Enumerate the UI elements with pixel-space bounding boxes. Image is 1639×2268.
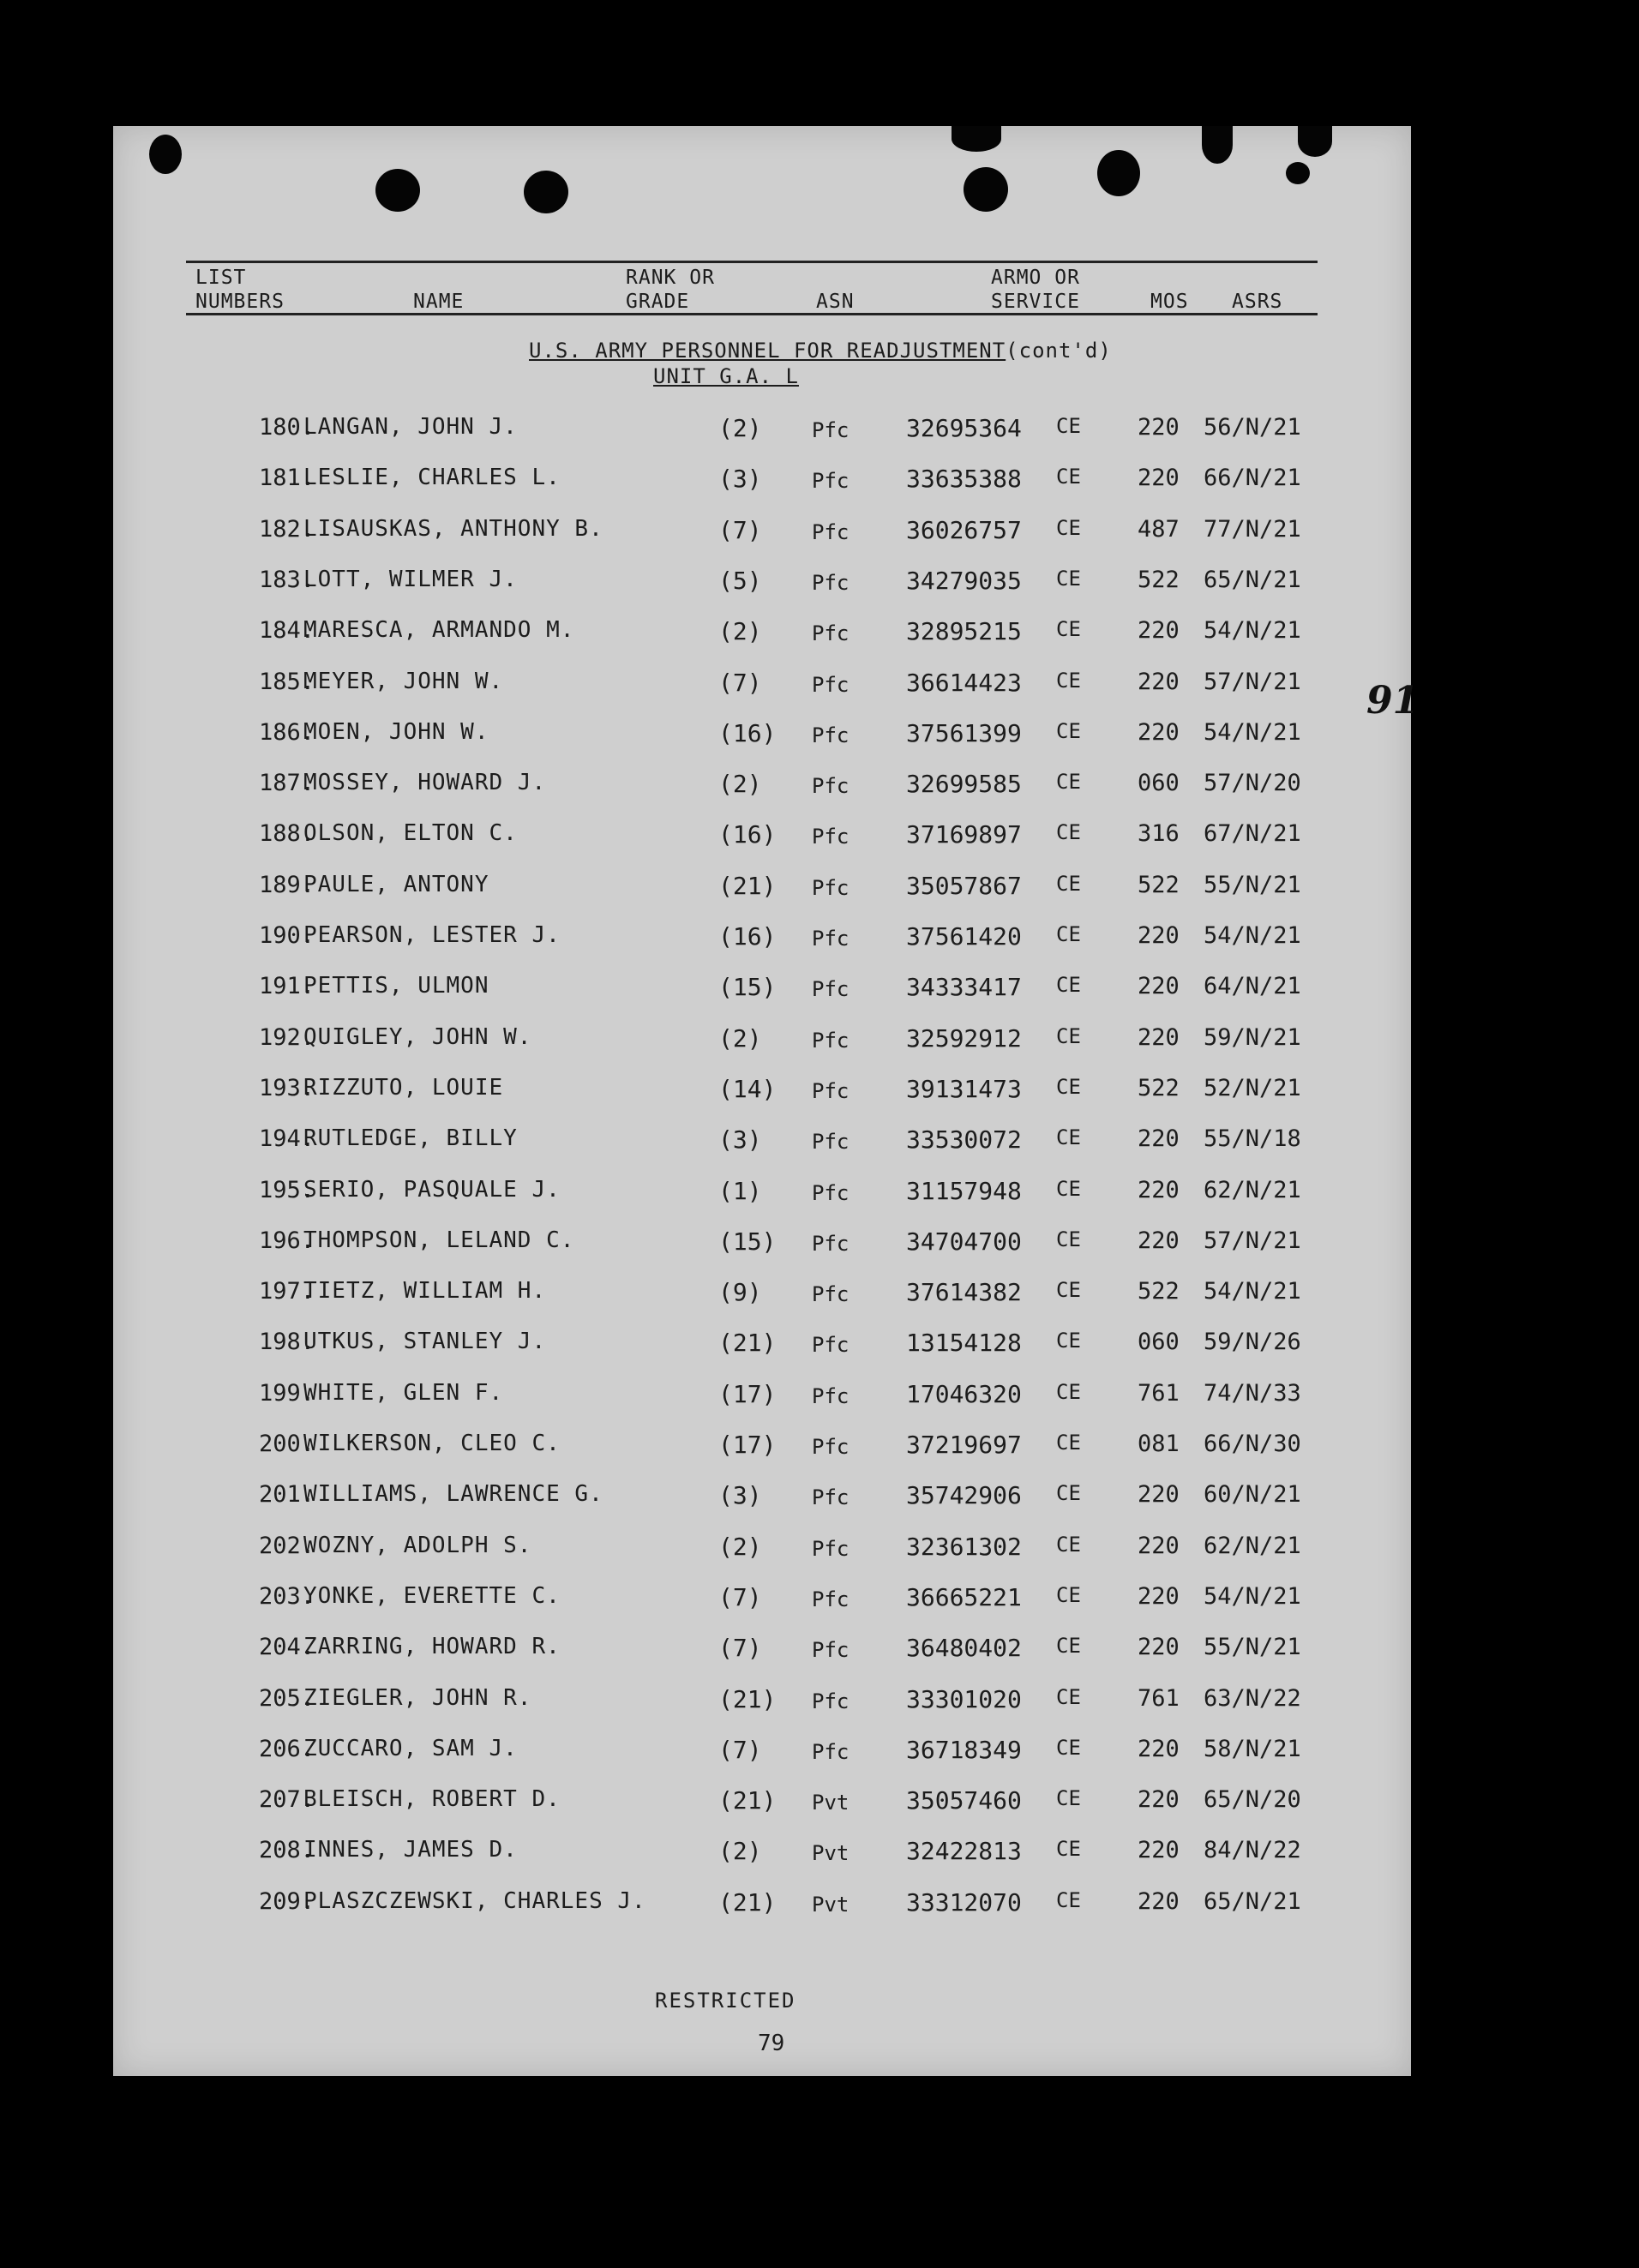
grade: Pfc — [812, 1587, 850, 1611]
rank-code: (2) — [718, 414, 762, 442]
rank-code: (21) — [718, 1887, 777, 1917]
asn: 36665221 — [906, 1582, 1022, 1611]
list-item — [113, 1125, 1411, 1176]
grade: Pvt — [812, 1841, 850, 1866]
mos: 220 — [1138, 1582, 1180, 1610]
mos: 220 — [1138, 1023, 1180, 1051]
header-name: NAME — [413, 291, 465, 313]
asrs: 63/N/22 — [1204, 1684, 1301, 1712]
arm-service: CE — [1056, 1023, 1081, 1048]
rank-code: (21) — [718, 1684, 777, 1713]
asn: 39131473 — [906, 1074, 1022, 1103]
list-item — [113, 770, 1411, 820]
mos: 522 — [1138, 566, 1180, 593]
asrs: 59/N/21 — [1204, 1023, 1301, 1051]
arm-service: CE — [1056, 515, 1081, 540]
arm-service: CE — [1056, 1532, 1081, 1557]
asrs: 65/N/20 — [1204, 1786, 1301, 1814]
list-item — [113, 1024, 1411, 1075]
asrs: 54/N/21 — [1204, 617, 1301, 645]
rank-code: (9) — [718, 1278, 762, 1307]
asrs: 65/N/21 — [1204, 566, 1301, 593]
rank-code: (3) — [718, 1125, 762, 1155]
arm-service: CE — [1056, 1227, 1081, 1251]
soldier-name: MOEN, JOHN W. — [303, 718, 489, 745]
page-subtitle: UNIT G.A. L — [653, 364, 799, 388]
arm-service: CE — [1056, 1582, 1081, 1607]
list-number: 209. — [258, 1887, 315, 1915]
soldier-name: BLEISCH, ROBERT D. — [303, 1786, 561, 1813]
mos: 220 — [1138, 465, 1180, 492]
list-number: 185. — [258, 668, 315, 695]
asn: 34704700 — [906, 1227, 1022, 1256]
title-suffix: (cont'd) — [1006, 339, 1112, 363]
soldier-name: ZARRING, HOWARD R. — [303, 1634, 561, 1660]
page-number: 79 — [758, 2031, 785, 2056]
asn: 34333417 — [906, 973, 1022, 1002]
list-item — [113, 617, 1411, 668]
rank-code: (7) — [718, 668, 762, 697]
punch-hole — [964, 167, 1008, 212]
arm-service: CE — [1056, 566, 1081, 591]
rank-code: (3) — [718, 465, 762, 494]
asn: 32699585 — [906, 770, 1022, 799]
grade: Pfc — [812, 927, 850, 951]
asrs: 54/N/21 — [1204, 1582, 1301, 1610]
side-number: 91 — [1366, 679, 1420, 723]
asrs: 67/N/21 — [1204, 820, 1301, 848]
list-number: 181. — [258, 465, 315, 492]
rank-code: (16) — [718, 820, 777, 849]
arm-service: CE — [1056, 718, 1081, 743]
footer-classification: RESTRICTED — [655, 1989, 796, 2013]
list-number: 187. — [258, 770, 315, 797]
list-number: 193. — [258, 1074, 315, 1101]
grade: Pvt — [812, 1791, 850, 1815]
grade: Pfc — [812, 621, 850, 646]
asrs: 60/N/21 — [1204, 1481, 1301, 1509]
rank-code: (1) — [718, 1176, 762, 1205]
list-number: 199. — [258, 1379, 315, 1407]
header-rank-grade: RANK OR GRADE — [626, 267, 715, 313]
grade: Pfc — [812, 1435, 850, 1459]
soldier-name: WHITE, GLEN F. — [303, 1379, 504, 1406]
asrs: 62/N/21 — [1204, 1532, 1301, 1559]
list-item — [113, 1685, 1411, 1736]
grade: Pfc — [812, 1028, 850, 1053]
grade: Pfc — [812, 977, 850, 1002]
list-item — [113, 719, 1411, 770]
asn: 36480402 — [906, 1634, 1022, 1663]
asn: 35057867 — [906, 871, 1022, 900]
mos: 220 — [1138, 718, 1180, 746]
soldier-name: LESLIE, CHARLES L. — [303, 465, 561, 491]
list-number: 186. — [258, 718, 315, 746]
soldier-name: RUTLEDGE, BILLY — [303, 1125, 518, 1152]
asrs: 77/N/21 — [1204, 515, 1301, 543]
list-item — [113, 1736, 1411, 1786]
soldier-name: QUIGLEY, JOHN W. — [303, 1023, 532, 1050]
soldier-name: TIETZ, WILLIAM H. — [303, 1278, 547, 1305]
list-number: 207. — [258, 1786, 315, 1814]
list-number: 183. — [258, 566, 315, 593]
asrs: 57/N/21 — [1204, 668, 1301, 695]
header-bottom-rule — [186, 313, 1318, 315]
arm-service: CE — [1056, 1074, 1081, 1099]
header-top-rule — [186, 261, 1318, 263]
soldier-name: WILKERSON, CLEO C. — [303, 1431, 561, 1456]
soldier-name: INNES, JAMES D. — [303, 1837, 518, 1863]
soldier-name: PAULE, ANTONY — [303, 871, 489, 897]
asrs: 52/N/21 — [1204, 1074, 1301, 1101]
asn: 33312070 — [906, 1887, 1022, 1917]
soldier-name: OLSON, ELTON C. — [303, 820, 518, 847]
rank-code: (21) — [718, 1329, 777, 1358]
list-number: 198. — [258, 1329, 315, 1356]
arm-service: CE — [1056, 1278, 1081, 1303]
asn: 32361302 — [906, 1532, 1022, 1561]
arm-service: CE — [1056, 1481, 1081, 1506]
asrs: 54/N/21 — [1204, 718, 1301, 746]
asrs: 55/N/18 — [1204, 1125, 1301, 1153]
soldier-name: UTKUS, STANLEY J. — [303, 1329, 547, 1355]
asrs: 66/N/21 — [1204, 465, 1301, 492]
mos: 761 — [1138, 1684, 1180, 1712]
mos: 220 — [1138, 1887, 1180, 1915]
asn: 33530072 — [906, 1125, 1022, 1155]
grade: Pfc — [812, 519, 850, 544]
list-number: 197. — [258, 1278, 315, 1305]
list-number: 196. — [258, 1227, 315, 1254]
rank-code: (7) — [718, 515, 762, 544]
soldier-name: PLASZCZEWSKI, CHARLES J. — [303, 1887, 646, 1914]
arm-service: CE — [1056, 871, 1081, 896]
list-item — [113, 669, 1411, 719]
list-number: 200. — [258, 1431, 315, 1457]
header-asrs: ASRS — [1232, 291, 1283, 313]
punch-hole — [1286, 162, 1310, 184]
punch-hole — [1097, 150, 1140, 196]
soldier-name: PEARSON, LESTER J. — [303, 922, 561, 948]
list-item — [113, 567, 1411, 617]
grade: Pfc — [812, 1536, 850, 1561]
list-item — [113, 1329, 1411, 1379]
grade: Pfc — [812, 723, 850, 747]
mos: 220 — [1138, 1786, 1180, 1814]
list-number: 195. — [258, 1176, 315, 1203]
header-list-numbers: LIST NUMBERS — [195, 267, 285, 313]
mos: 522 — [1138, 871, 1180, 898]
punch-hole — [1202, 126, 1233, 164]
mos: 220 — [1138, 922, 1180, 949]
list-item — [113, 1888, 1411, 1939]
mos: 522 — [1138, 1278, 1180, 1305]
list-number: 208. — [258, 1837, 315, 1864]
title-text: U.S. ARMY PERSONNEL FOR READJUSTMENT — [529, 339, 1006, 363]
asn: 31157948 — [906, 1176, 1022, 1205]
header-arm-service: ARMO OR SERVICE — [991, 267, 1080, 313]
soldier-name: WOZNY, ADOLPH S. — [303, 1532, 532, 1558]
arm-service: CE — [1056, 1634, 1081, 1659]
asn: 37219697 — [906, 1431, 1022, 1459]
rank-code: (2) — [718, 1532, 762, 1561]
grade: Pfc — [812, 825, 850, 849]
mos: 220 — [1138, 1837, 1180, 1864]
grade: Pfc — [812, 1383, 850, 1408]
asn: 37614382 — [906, 1278, 1022, 1307]
asrs: 66/N/30 — [1204, 1431, 1301, 1457]
grade: Pfc — [812, 1130, 850, 1155]
asn: 36614423 — [906, 668, 1022, 697]
grade: Pfc — [812, 570, 850, 595]
arm-service: CE — [1056, 668, 1081, 693]
list-item — [113, 1634, 1411, 1684]
rank-code: (14) — [718, 1074, 777, 1103]
rank-code: (16) — [718, 718, 777, 747]
arm-service: CE — [1056, 1379, 1081, 1404]
grade: Pfc — [812, 1689, 850, 1713]
asn: 33635388 — [906, 465, 1022, 494]
mos: 220 — [1138, 1634, 1180, 1661]
list-item — [113, 922, 1411, 973]
list-number: 190. — [258, 922, 315, 949]
arm-service: CE — [1056, 1684, 1081, 1709]
mos: 220 — [1138, 414, 1180, 441]
soldier-name: LANGAN, JOHN J. — [303, 414, 518, 440]
rank-code: (17) — [718, 1431, 777, 1459]
rank-code: (7) — [718, 1735, 762, 1764]
header-asn: ASN — [816, 291, 855, 313]
mos: 220 — [1138, 1227, 1180, 1254]
list-number: 188. — [258, 820, 315, 848]
arm-service: CE — [1056, 617, 1081, 642]
list-item — [113, 1380, 1411, 1431]
rank-code: (21) — [718, 871, 777, 900]
header-mos: MOS — [1150, 291, 1189, 313]
arm-service: CE — [1056, 973, 1081, 998]
list-item — [113, 1583, 1411, 1634]
asrs: 58/N/21 — [1204, 1735, 1301, 1762]
asn: 36026757 — [906, 515, 1022, 544]
mos: 487 — [1138, 515, 1180, 543]
rank-code: (5) — [718, 566, 762, 595]
grade: Pfc — [812, 1638, 850, 1663]
asn: 35742906 — [906, 1481, 1022, 1510]
asrs: 55/N/21 — [1204, 1634, 1301, 1661]
grade: Pfc — [812, 672, 850, 697]
arm-service: CE — [1056, 414, 1081, 438]
mos: 220 — [1138, 1176, 1180, 1203]
grade: Pvt — [812, 1892, 850, 1917]
grade: Pfc — [812, 1231, 850, 1256]
asn: 37169897 — [906, 820, 1022, 849]
asrs: 62/N/21 — [1204, 1176, 1301, 1203]
soldier-name: LISAUSKAS, ANTHONY B. — [303, 515, 603, 542]
asrs: 59/N/26 — [1204, 1329, 1301, 1356]
soldier-name: PETTIS, ULMON — [303, 973, 489, 999]
arm-service: CE — [1056, 1125, 1081, 1150]
mos: 220 — [1138, 1481, 1180, 1509]
mos: 761 — [1138, 1379, 1180, 1407]
punch-hole — [524, 171, 568, 213]
arm-service: CE — [1056, 1431, 1081, 1455]
rank-code: (3) — [718, 1481, 762, 1510]
grade: Pfc — [812, 469, 850, 494]
grade: Pfc — [812, 418, 850, 442]
mos: 220 — [1138, 1735, 1180, 1762]
grade: Pfc — [812, 1739, 850, 1764]
asrs: 64/N/21 — [1204, 973, 1301, 1000]
list-number: 189. — [258, 871, 315, 898]
mos: 060 — [1138, 770, 1180, 797]
punch-hole — [952, 126, 1001, 152]
rank-code: (2) — [718, 1023, 762, 1053]
asn: 32422813 — [906, 1837, 1022, 1866]
arm-service: CE — [1056, 1735, 1081, 1760]
grade: Pfc — [812, 1282, 850, 1307]
list-item — [113, 1533, 1411, 1583]
arm-service: CE — [1056, 1176, 1081, 1201]
list-item — [113, 1177, 1411, 1227]
list-item — [113, 1227, 1411, 1278]
list-number: 192. — [258, 1023, 315, 1051]
list-item — [113, 1786, 1411, 1837]
arm-service: CE — [1056, 1887, 1081, 1912]
rank-code: (7) — [718, 1582, 762, 1611]
asrs: 84/N/22 — [1204, 1837, 1301, 1864]
arm-service: CE — [1056, 770, 1081, 795]
asrs: 57/N/20 — [1204, 770, 1301, 797]
mos: 220 — [1138, 1532, 1180, 1559]
document-page — [113, 126, 1420, 2076]
soldier-name: THOMPSON, LELAND C. — [303, 1227, 575, 1253]
mos: 220 — [1138, 973, 1180, 1000]
grade: Pfc — [812, 1180, 850, 1205]
list-item — [113, 1075, 1411, 1125]
asrs: 65/N/21 — [1204, 1887, 1301, 1915]
list-item — [113, 1837, 1411, 1887]
rank-code: (15) — [718, 1227, 777, 1256]
soldier-name: ZUCCARO, SAM J. — [303, 1735, 518, 1761]
arm-service: CE — [1056, 465, 1081, 489]
rank-code: (16) — [718, 922, 777, 951]
asrs: 54/N/21 — [1204, 1278, 1301, 1305]
asn: 36718349 — [906, 1735, 1022, 1764]
rank-code: (2) — [718, 770, 762, 799]
mos: 060 — [1138, 1329, 1180, 1356]
rank-code: (17) — [718, 1379, 777, 1408]
grade: Pfc — [812, 1333, 850, 1358]
arm-service: CE — [1056, 820, 1081, 845]
asn: 35057460 — [906, 1786, 1022, 1815]
asn: 17046320 — [906, 1379, 1022, 1408]
soldier-name: WILLIAMS, LAWRENCE G. — [303, 1481, 603, 1508]
rank-code: (7) — [718, 1634, 762, 1663]
rank-code: (2) — [718, 1837, 762, 1866]
asrs: 57/N/21 — [1204, 1227, 1301, 1254]
list-number: 205. — [258, 1684, 315, 1712]
asrs: 56/N/21 — [1204, 414, 1301, 441]
list-number: 204. — [258, 1634, 315, 1661]
punch-hole — [149, 135, 182, 174]
mos: 316 — [1138, 820, 1180, 848]
soldier-name: MARESCA, ARMANDO M. — [303, 617, 575, 644]
list-item — [113, 516, 1411, 567]
list-number: 203. — [258, 1582, 315, 1610]
soldier-name: MEYER, JOHN W. — [303, 668, 504, 694]
soldier-name: MOSSEY, HOWARD J. — [303, 770, 547, 796]
soldier-name: YONKE, EVERETTE C. — [303, 1582, 561, 1609]
list-item — [113, 1431, 1411, 1481]
list-number: 180. — [258, 414, 315, 441]
mos: 220 — [1138, 1125, 1180, 1153]
soldier-name: ZIEGLER, JOHN R. — [303, 1684, 532, 1711]
arm-service: CE — [1056, 1329, 1081, 1353]
asn: 34279035 — [906, 566, 1022, 595]
asn: 13154128 — [906, 1329, 1022, 1358]
asn: 32592912 — [906, 1023, 1022, 1053]
list-number: 191. — [258, 973, 315, 1000]
soldier-name: LOTT, WILMER J. — [303, 566, 518, 592]
asn: 33301020 — [906, 1684, 1022, 1713]
page-title — [529, 339, 1112, 363]
list-item — [113, 1278, 1411, 1329]
arm-service: CE — [1056, 1837, 1081, 1862]
punch-hole — [1298, 126, 1332, 157]
grade: Pfc — [812, 774, 850, 799]
mos: 220 — [1138, 617, 1180, 645]
list-item — [113, 414, 1411, 465]
list-item — [113, 872, 1411, 922]
soldier-name: SERIO, PASQUALE J. — [303, 1176, 561, 1203]
rank-code: (2) — [718, 617, 762, 646]
asn: 37561420 — [906, 922, 1022, 951]
arm-service: CE — [1056, 1786, 1081, 1811]
list-number: 202. — [258, 1532, 315, 1559]
list-item — [113, 820, 1411, 871]
mos: 522 — [1138, 1074, 1180, 1101]
list-number: 194. — [258, 1125, 315, 1153]
rank-code: (15) — [718, 973, 777, 1002]
asrs: 55/N/21 — [1204, 871, 1301, 898]
list-number: 182. — [258, 515, 315, 543]
rank-code: (21) — [718, 1786, 777, 1815]
asrs: 74/N/33 — [1204, 1379, 1301, 1407]
list-number: 206. — [258, 1735, 315, 1762]
grade: Pfc — [812, 1485, 850, 1510]
list-number: 184. — [258, 617, 315, 645]
mos: 081 — [1138, 1431, 1180, 1457]
list-item — [113, 465, 1411, 515]
arm-service: CE — [1056, 922, 1081, 946]
mos: 220 — [1138, 668, 1180, 695]
asn: 32695364 — [906, 414, 1022, 442]
asn: 37561399 — [906, 718, 1022, 747]
list-item — [113, 973, 1411, 1023]
list-item — [113, 1481, 1411, 1532]
grade: Pfc — [812, 875, 850, 900]
punch-hole — [375, 169, 420, 212]
list-number: 201. — [258, 1481, 315, 1509]
asrs: 54/N/21 — [1204, 922, 1301, 949]
asn: 32895215 — [906, 617, 1022, 646]
soldier-name: RIZZUTO, LOUIE — [303, 1074, 504, 1101]
grade: Pfc — [812, 1078, 850, 1103]
